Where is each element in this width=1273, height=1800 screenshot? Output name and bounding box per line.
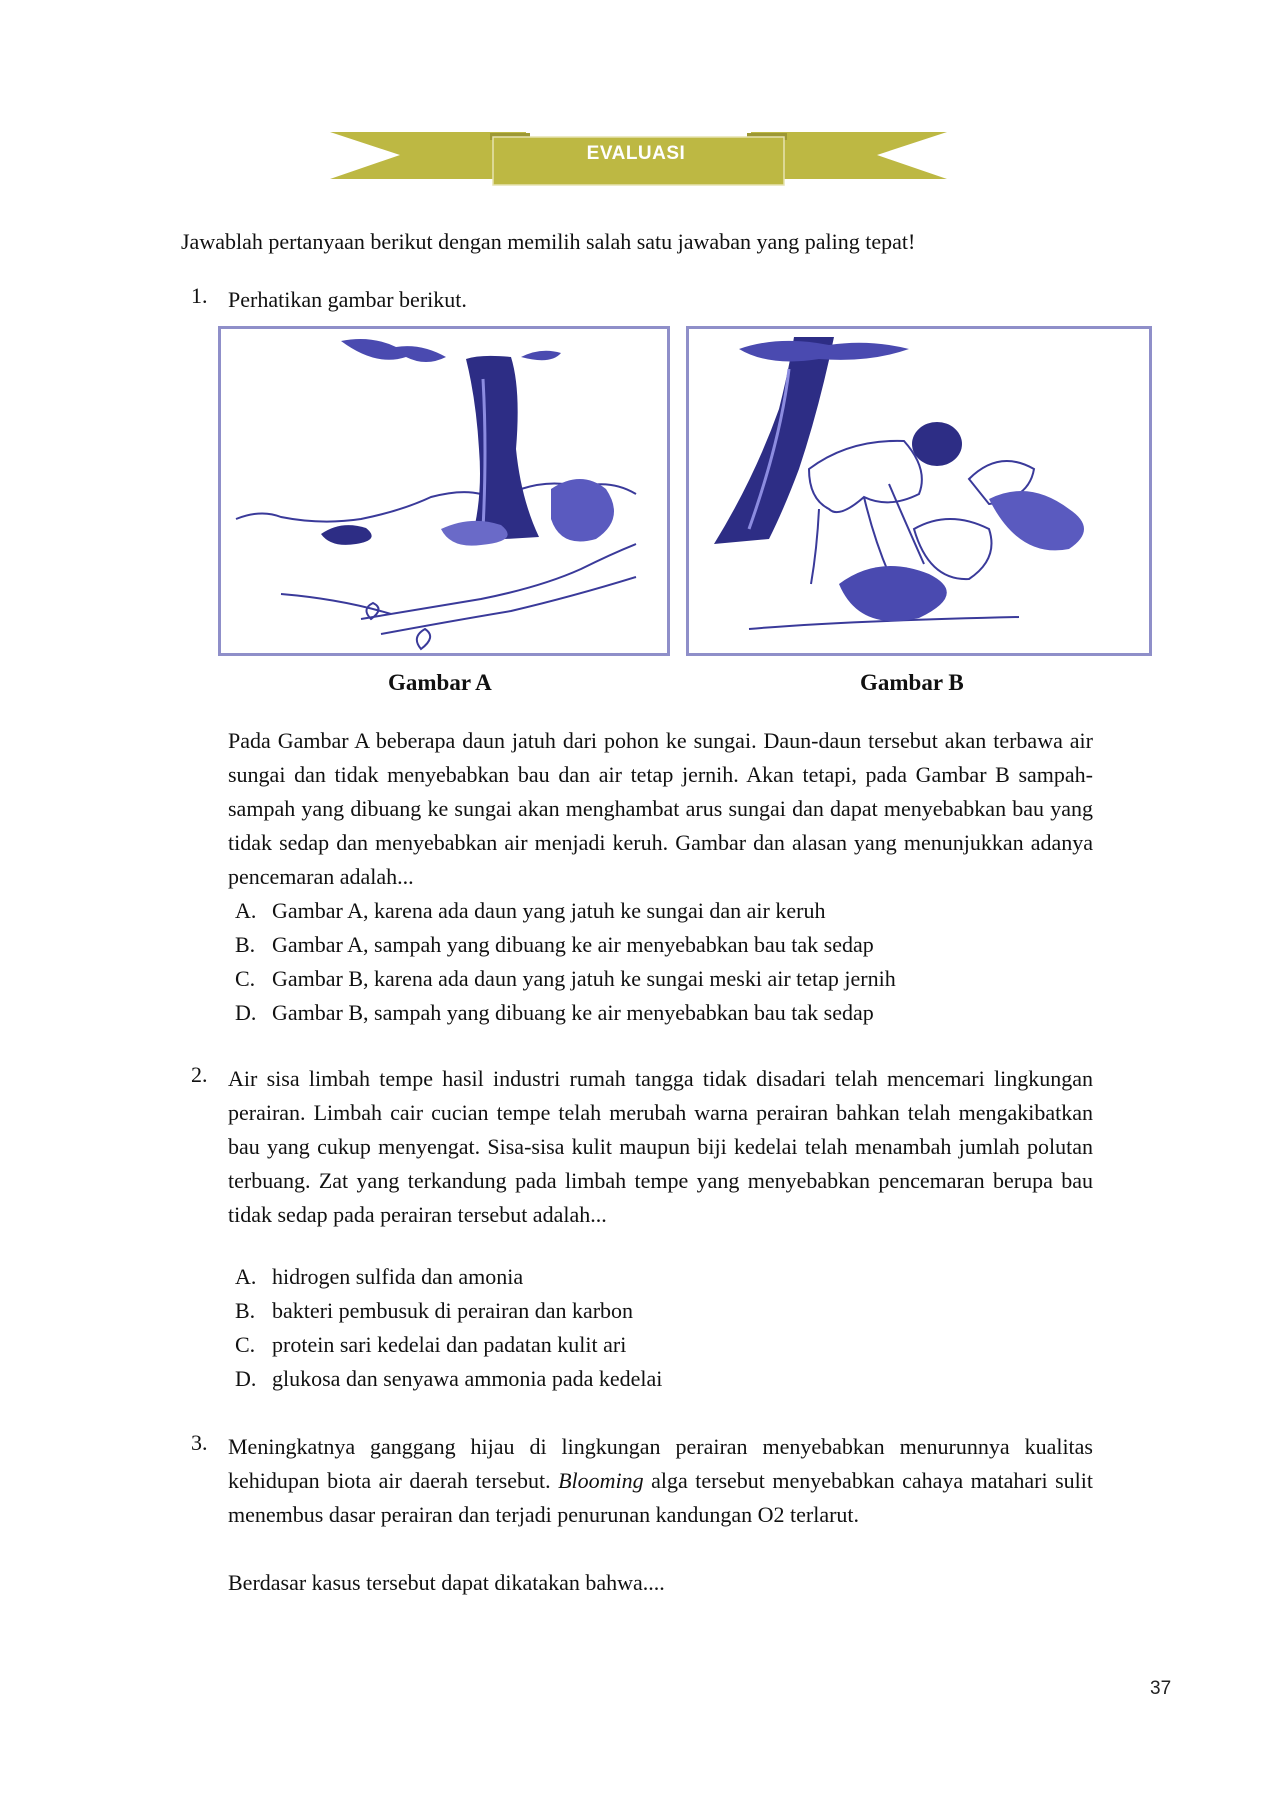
section-banner [330,130,947,186]
option-text: Gambar A, sampah yang dibuang ke air menyebabkan bau tak sedap [272,932,874,957]
option-letter: D. [235,1366,257,1391]
question-3-body [228,1430,1093,1532]
option-letter: A. [235,898,257,923]
option-text: glukosa dan senyawa ammonia pada kedelai [272,1366,663,1391]
banner-title: EVALUASI [586,143,686,164]
question-1-options [235,894,896,1030]
option-text: Gambar B, karena ada daun yang jatuh ke sungai meski air tetap jernih [272,966,896,991]
question-1-stem: Perhatikan gambar berikut. [228,287,467,312]
option-1c[interactable] [235,962,896,996]
tree-by-river-illustration-icon [221,329,667,653]
question-2-options [235,1260,662,1396]
option-text: protein sari kedelai dan padatan kulit ari [272,1332,627,1357]
option-letter: B. [235,932,256,957]
question-3-prompt: Berdasar kasus tersebut dapat dikatakan bahwa.... [228,1570,665,1595]
option-letter: C. [235,966,256,991]
option-letter: D. [235,1000,257,1025]
question-3-number: 3. [191,1430,208,1455]
option-2d[interactable] [235,1362,662,1396]
figure-a-image [218,326,670,656]
question-1-body: Pada Gambar A beberapa daun jatuh dari pohon ke sungai. Daun-daun tersebut akan terbawa air sungai dan tidak menyebabkan bau dan air tetap jernih. Akan tetapi, pada Gambar B sampah-sampah yang dibuang ke sungai akan menghambat arus sungai dan dapat menyebabkan bau yang tidak sedap dan menyebabkan air menjadi keruh. Gambar dan alasan yang menunjukkan adanya pencemaran adalah... [228,728,1093,889]
figure-b-image [686,326,1152,656]
blooming-term: Blooming [558,1468,644,1493]
question-1-number: 1. [191,283,208,308]
option-2a[interactable] [235,1260,662,1294]
option-text: Gambar A, karena ada daun yang jatuh ke sungai dan air keruh [272,898,826,923]
option-letter: B. [235,1298,256,1323]
option-2c[interactable] [235,1328,662,1362]
option-1a[interactable] [235,894,896,928]
question-2-body: Air sisa limbah tempe hasil industri rumah tangga tidak disadari telah mencemari lingkungan perairan. Limbah cair cucian tempe telah merubah warna perairan bahkan telah mengakibatkan bau yang cukup menyengat. Sisa-sisa kulit maupun biji kedelai telah menambah jumlah polutan terbuang. Zat yang terkandung pada limbah tempe yang menyebabkan pencemaran berupa bau tidak sedap pada perairan tersebut adalah... [228,1066,1093,1227]
question-3-body-part1: Meningkatnya ganggang hijau di lingkungan perairan menyebabkan menurunnya kualitas kehidupan biota air daerah tersebut. [228,1434,1093,1493]
option-1b[interactable] [235,928,896,962]
question-3-body-part2: alga tersebut menyebabkan cahaya matahari sulit menembus dasar perairan dan terjadi penurunan kandungan O2 terlarut. [228,1468,1093,1527]
page-number: 37 [1150,1678,1172,1699]
option-letter: A. [235,1264,257,1289]
option-text: Gambar B, sampah yang dibuang ke air menyebabkan bau tak sedap [272,1000,874,1025]
boy-dumping-trash-illustration-icon [689,329,1149,653]
question-2-number: 2. [191,1062,208,1087]
option-letter: C. [235,1332,256,1357]
option-1d[interactable] [235,996,896,1030]
option-text: bakteri pembusuk di perairan dan karbon [272,1298,634,1323]
option-2b[interactable] [235,1294,662,1328]
option-text: hidrogen sulfida dan amonia [272,1264,524,1289]
figure-a-caption: Gambar A [388,670,492,695]
figure-b-caption: Gambar B [860,670,964,695]
instruction-text: Jawablah pertanyaan berikut dengan memilih salah satu jawaban yang paling tepat! [181,229,916,254]
